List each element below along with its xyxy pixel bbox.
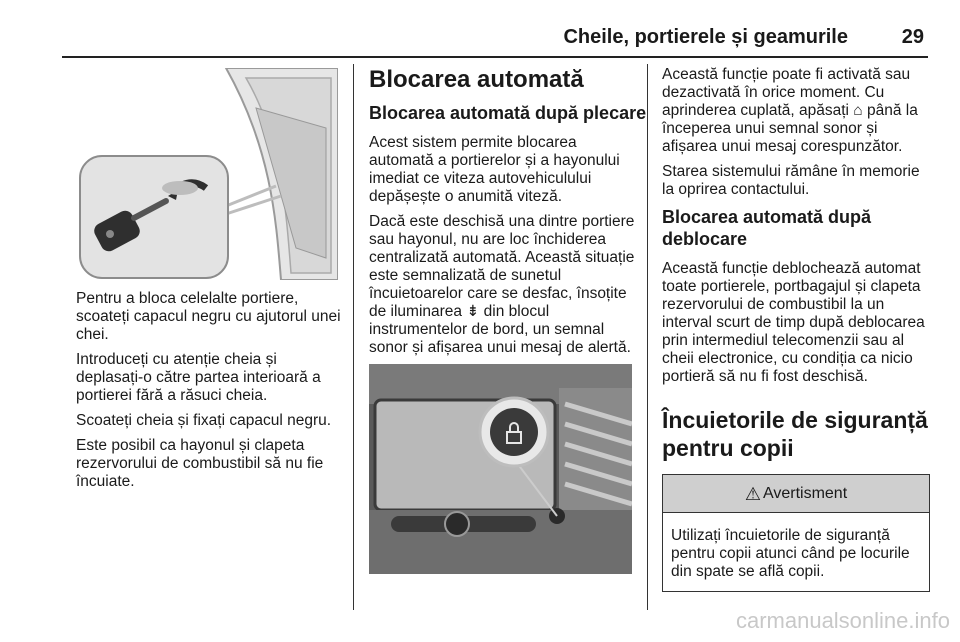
page-header bbox=[0, 0, 960, 60]
paragraph: Introduceți cu atenție cheia și deplasați-o către partea interioară a portierei fără a răsuci cheia. bbox=[76, 351, 321, 404]
column-left-text bbox=[76, 290, 346, 498]
section-heading: Încuietorile de siguranță pentru copii bbox=[662, 407, 928, 461]
subsection-heading: Blocarea automată după deblocare bbox=[662, 207, 872, 249]
header-rule bbox=[62, 56, 928, 58]
paragraph: Este posibil ca hayonul și clapeta rezervorului de combustibil să nu fie încuiate. bbox=[76, 437, 324, 490]
door-lock-illustration bbox=[76, 68, 338, 280]
paragraph: Dacă este deschisă una dintre portiere sau hayonul, nu are loc închiderea centralizată automată. Această situație este semnalizată de sunetul încuietoarelor care se desfac, însoțite de iluminarea ⇟ din blocul instrumentelor de bord, un semnal sonor și afișarea unui mesaj de alertă. bbox=[369, 213, 635, 356]
warning-triangle-icon: ⚠ bbox=[744, 483, 761, 504]
page-number: 29 bbox=[901, 26, 924, 48]
warning-title: Avertisment bbox=[762, 484, 848, 502]
warning-text: Utilizați încuietorile de siguranță pentru copii atunci când pe locurile din spate se află copii. bbox=[671, 527, 910, 580]
paragraph: Această funcție deblochează automat toate portierele, portbagajul și clapeta rezervorului de combustibil la un interval scurt de timp după deblocarea prin intermediul telecomenzii sau al cheii electronice, cu condiția ca nicio portieră să nu fi fost deschisă. bbox=[662, 260, 925, 385]
subsection-heading: Blocarea automată după plecare bbox=[369, 103, 647, 123]
warning-header bbox=[663, 475, 929, 513]
paragraph: Această funcție poate fi activată sau dezactivată în orice moment. Cu aprinderea cuplată, apăsați ⌂ până la începerea unui semnal sonor și afișarea unui mesaj corespunzător. bbox=[662, 66, 918, 155]
column-right-text bbox=[662, 66, 930, 592]
warning-lamp-icon: ⇟ bbox=[466, 303, 480, 320]
column-divider-1 bbox=[353, 64, 354, 610]
column-middle-text bbox=[369, 134, 635, 364]
paragraph: Starea sistemului rămâne în memorie la oprirea contactului. bbox=[662, 163, 920, 198]
dashboard-lock-button-photo bbox=[369, 364, 632, 574]
warning-box bbox=[662, 474, 930, 592]
header-title: Cheile, portierele și geamurile bbox=[563, 26, 848, 48]
column-divider-2 bbox=[647, 64, 648, 610]
paragraph: Pentru a bloca celelalte portiere, scoateți capacul negru cu ajutorul unei chei. bbox=[76, 290, 341, 343]
paragraph: Acest sistem permite blocarea automată a portierelor și a hayonului imediat ce viteza autovehiculului depășește o anumită viteză. bbox=[369, 134, 620, 205]
watermark: carmanualsonline.info bbox=[735, 608, 950, 633]
paragraph: Scoateți cheia și fixați capacul negru. bbox=[76, 412, 332, 429]
lock-button-icon: ⌂ bbox=[853, 102, 863, 119]
section-heading: Blocarea automată bbox=[369, 66, 584, 93]
